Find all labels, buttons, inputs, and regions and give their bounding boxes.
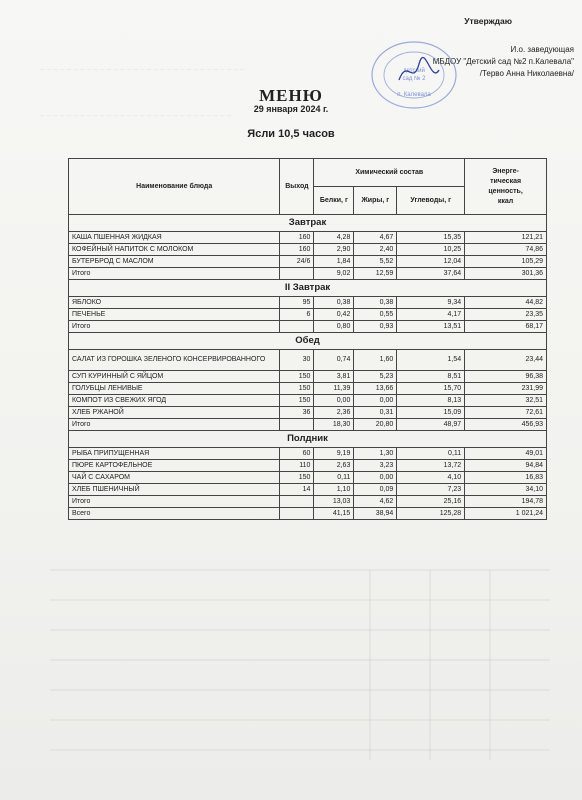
protein-cell: 2,90 [314, 244, 354, 256]
dish-name: БУТЕРБРОД С МАСЛОМ [69, 256, 280, 268]
portion-cell: 150 [280, 472, 314, 484]
approval-position: И.о. заведующая [510, 45, 574, 54]
svg-text:детский: детский [403, 68, 425, 74]
carbs-cell: 37,64 [397, 268, 465, 280]
table-row [69, 256, 547, 268]
fat-cell: 2,40 [354, 244, 397, 256]
fat-cell: 12,59 [354, 268, 397, 280]
table-row [69, 350, 547, 371]
reverse-table-texture [40, 560, 560, 800]
table-row [69, 383, 547, 395]
portion-cell: 160 [280, 244, 314, 256]
kcal-cell: 74,86 [465, 244, 547, 256]
fat-cell: 0,93 [354, 321, 397, 333]
carbs-cell: 15,70 [397, 383, 465, 395]
carbs-cell: 8,51 [397, 371, 465, 383]
carbs-cell: 7,23 [397, 484, 465, 496]
column-header-dish: Наименование блюда [69, 159, 280, 215]
fat-cell: 20,80 [354, 419, 397, 431]
portion-cell: 60 [280, 448, 314, 460]
dish-name: СУП КУРИННЫЙ С ЯЙЦОМ [69, 371, 280, 383]
table-row [69, 395, 547, 407]
table-row [69, 407, 547, 419]
dish-name: КАША ПШЕННАЯ ЖИДКАЯ [69, 232, 280, 244]
carbs-cell: 1,54 [397, 350, 465, 371]
dish-name: ЯБЛОКО [69, 297, 280, 309]
dish-name: РЫБА ПРИПУЩЕННАЯ [69, 448, 280, 460]
kcal-cell: 96,38 [465, 371, 547, 383]
kcal-cell: 1 021,24 [465, 508, 547, 520]
fat-cell: 1,60 [354, 350, 397, 371]
portion-cell: 150 [280, 383, 314, 395]
kcal-cell: 72,61 [465, 407, 547, 419]
grand-total-row [69, 508, 547, 520]
kcal-cell: 231,99 [465, 383, 547, 395]
fat-cell: 4,67 [354, 232, 397, 244]
portion-cell: 150 [280, 371, 314, 383]
approval-organization: МБДОУ "Детский сад №2 п.Калевала" [432, 57, 574, 66]
carbs-cell: 10,25 [397, 244, 465, 256]
dish-name: ПЕЧЕНЬЕ [69, 309, 280, 321]
portion-cell: 95 [280, 297, 314, 309]
subtotal-label: Итого [69, 419, 280, 431]
carbs-cell: 48,97 [397, 419, 465, 431]
kcal-cell: 44,82 [465, 297, 547, 309]
page: ‒ ‒ ‒ ‒ ‒ ‒ ‒ ‒ ‒ ‒ ‒ ‒ ‒ ‒ ‒ ‒ ‒ ‒ ‒ ‒ ‒ ‒ ‒ ‒ ‒ ‒ ‒ ‒ ‒ ‒ ‒ ‒ ‒ ‒ ‒ ‒ ‒ ‒ ‒ ‒ ‒ ‒ ‒ ‒ ‒ ‒ ‒ ‒ ‒ ‒ ‒ ‒ ‒ ‒ ‒ ‒ ‒ ‒ ‒ ‒ Утверждаю И.о. заведующая МБДОУ "Детский сад №2 п.Калевала" /Терво Анна Николаевна/ детский сад № 2 п. Калевала МЕНЮ 29 января 2024 г. Ясли 10,5 часов Наименование блюда Выход Химический состав Энерге- тическая ценность, ккал Белки, г Жиры, г Углеводы, г Завтрак КАША ПШЕННАЯ ЖИДКАЯ 160 4,28 4,67 15,35 121,21 КОФЕЙНЫЙ НАПИТОК С МОЛОКОМ 160 2,90 2,40 10,25 74,86 БУТЕРБРОД С МАСЛОМ 24/6 1,84 5,52 12,04 105,29 Итого 9,02 12,59 37,64 301,36 II Завтрак ЯБЛОКО 95 0,38 0,38 9,34 44,82 ПЕЧЕНЬЕ 6 0,42 0,55 4,17 23,35 Итого 0,80 0,93 13,51 68,17 Обед САЛАТ ИЗ ГОРОШКА ЗЕЛЕНОГО КОНСЕРВИРОВАННОГО 30 0,74 1,60 1,54 23,44 СУП КУРИННЫЙ С ЯЙЦОМ 150 3,81 5,23 8,51 96,38 ГОЛУБЦЫ ЛЕНИВЫЕ 150 11,39 13,66 15,70 231,99 КОМПОТ ИЗ СВЕЖИХ ЯГОД 150 0,00 0,00 8,13 32,51 ХЛЕБ РЖАНОЙ 36 2,36 0,31 15,09 72,61 Итого 18,30 20,80 48,97 456,93 Полдник РЫБА ПРИПУЩЕННАЯ 60 9,19 1,30 0,11 49,01 ПЮРЕ КАРТОФЕЛЬНОЕ 110 2,63 3,23 13,72 94,84 ЧАЙ С САХАРОМ 150 0,11 0,00 4,10 16,83 ХЛЕБ ПШЕНИЧНЫЙ 14 1,10 0,09 7,23 34,10 Итого 13,03 4,62 25,16 194,78 Всего 41,15 38,94 125,28 1 021,24 [0, 0, 582, 800]
protein-cell: 1,10 [314, 484, 354, 496]
kcal-cell: 34,10 [465, 484, 547, 496]
approval-name: /Терво Анна Николаевна/ [479, 69, 574, 78]
section-header-row [69, 431, 547, 448]
portion-cell: 30 [280, 350, 314, 371]
dish-name: ХЛЕБ РЖАНОЙ [69, 407, 280, 419]
fat-cell: 0,38 [354, 297, 397, 309]
carbs-cell: 4,17 [397, 309, 465, 321]
column-header-carbs: Углеводы, г [397, 187, 465, 215]
carbs-cell: 15,35 [397, 232, 465, 244]
protein-cell: 9,02 [314, 268, 354, 280]
menu-body [69, 215, 547, 520]
carbs-cell: 125,28 [397, 508, 465, 520]
table-row [69, 484, 547, 496]
fat-cell: 0,31 [354, 407, 397, 419]
dish-name: ЧАЙ С САХАРОМ [69, 472, 280, 484]
protein-cell: 9,19 [314, 448, 354, 460]
carbs-cell: 9,34 [397, 297, 465, 309]
section-title: Полдник [69, 431, 547, 448]
protein-cell: 2,36 [314, 407, 354, 419]
fat-cell: 38,94 [354, 508, 397, 520]
portion-cell: 110 [280, 460, 314, 472]
grand-total-label: Всего [69, 508, 280, 520]
menu-table [68, 158, 547, 520]
protein-cell: 0,80 [314, 321, 354, 333]
section-title: II Завтрак [69, 280, 547, 297]
protein-cell: 4,28 [314, 232, 354, 244]
dish-name: САЛАТ ИЗ ГОРОШКА ЗЕЛЕНОГО КОНСЕРВИРОВАННОГО [69, 350, 280, 371]
table-row [69, 460, 547, 472]
protein-cell: 13,03 [314, 496, 354, 508]
protein-cell: 1,84 [314, 256, 354, 268]
table-row [69, 297, 547, 309]
empty-cell [280, 268, 314, 280]
dish-name: ХЛЕБ ПШЕНИЧНЫЙ [69, 484, 280, 496]
column-header-fat: Жиры, г [354, 187, 397, 215]
kcal-cell: 94,84 [465, 460, 547, 472]
subtotal-label: Итого [69, 268, 280, 280]
svg-text:п. Калевала: п. Калевала [397, 92, 431, 98]
dish-name: ПЮРЕ КАРТОФЕЛЬНОЕ [69, 460, 280, 472]
age-group: Ясли 10,5 часов [247, 128, 335, 140]
empty-cell [280, 321, 314, 333]
protein-cell: 11,39 [314, 383, 354, 395]
document-title: МЕНЮ [259, 86, 323, 105]
carbs-cell: 8,13 [397, 395, 465, 407]
portion-cell: 14 [280, 484, 314, 496]
protein-cell: 18,30 [314, 419, 354, 431]
fat-cell: 0,09 [354, 484, 397, 496]
section-title: Завтрак [69, 215, 547, 232]
subtotal-label: Итого [69, 496, 280, 508]
subtotal-row [69, 419, 547, 431]
kcal-cell: 194,78 [465, 496, 547, 508]
section-header-row [69, 333, 547, 350]
carbs-cell: 25,16 [397, 496, 465, 508]
column-header-chemical: Химический состав [314, 159, 465, 187]
kcal-cell: 16,83 [465, 472, 547, 484]
kcal-cell: 49,01 [465, 448, 547, 460]
dish-name: КОМПОТ ИЗ СВЕЖИХ ЯГОД [69, 395, 280, 407]
section-header-row [69, 280, 547, 297]
empty-cell [280, 419, 314, 431]
dish-name: КОФЕЙНЫЙ НАПИТОК С МОЛОКОМ [69, 244, 280, 256]
kcal-cell: 105,29 [465, 256, 547, 268]
carbs-cell: 13,72 [397, 460, 465, 472]
fat-cell: 0,00 [354, 395, 397, 407]
carbs-cell: 4,10 [397, 472, 465, 484]
subtotal-row [69, 321, 547, 333]
protein-cell: 3,81 [314, 371, 354, 383]
portion-cell: 160 [280, 232, 314, 244]
carbs-cell: 12,04 [397, 256, 465, 268]
column-header-protein: Белки, г [314, 187, 354, 215]
table-row [69, 244, 547, 256]
table-row [69, 309, 547, 321]
empty-cell [280, 508, 314, 520]
fat-cell: 0,55 [354, 309, 397, 321]
protein-cell: 0,00 [314, 395, 354, 407]
section-title: Обед [69, 333, 547, 350]
approval-heading: Утверждаю [464, 16, 512, 26]
carbs-cell: 0,11 [397, 448, 465, 460]
fat-cell: 1,30 [354, 448, 397, 460]
protein-cell: 41,15 [314, 508, 354, 520]
kcal-cell: 301,36 [465, 268, 547, 280]
fat-cell: 4,62 [354, 496, 397, 508]
protein-cell: 0,74 [314, 350, 354, 371]
portion-cell: 6 [280, 309, 314, 321]
portion-cell: 36 [280, 407, 314, 419]
protein-cell: 0,42 [314, 309, 354, 321]
column-header-portion: Выход [280, 159, 314, 215]
column-header-energy: Энерге- тическая ценность, ккал [465, 159, 547, 215]
protein-cell: 0,38 [314, 297, 354, 309]
fat-cell: 13,66 [354, 383, 397, 395]
dish-name: ГОЛУБЦЫ ЛЕНИВЫЕ [69, 383, 280, 395]
kcal-cell: 23,35 [465, 309, 547, 321]
carbs-cell: 15,09 [397, 407, 465, 419]
kcal-cell: 32,51 [465, 395, 547, 407]
fat-cell: 0,00 [354, 472, 397, 484]
protein-cell: 2,63 [314, 460, 354, 472]
fat-cell: 5,52 [354, 256, 397, 268]
protein-cell: 0,11 [314, 472, 354, 484]
table-row [69, 448, 547, 460]
table-row [69, 472, 547, 484]
empty-cell [280, 496, 314, 508]
table-row [69, 232, 547, 244]
subtotal-row [69, 268, 547, 280]
svg-text:сад № 2: сад № 2 [402, 76, 426, 82]
subtotal-label: Итого [69, 321, 280, 333]
subtotal-row [69, 496, 547, 508]
kcal-cell: 456,93 [465, 419, 547, 431]
kcal-cell: 23,44 [465, 350, 547, 371]
portion-cell: 24/6 [280, 256, 314, 268]
kcal-cell: 68,17 [465, 321, 547, 333]
kcal-cell: 121,21 [465, 232, 547, 244]
fat-cell: 5,23 [354, 371, 397, 383]
table-row [69, 371, 547, 383]
portion-cell: 150 [280, 395, 314, 407]
document-date: 29 января 2024 г. [253, 104, 329, 114]
carbs-cell: 13,51 [397, 321, 465, 333]
fat-cell: 3,23 [354, 460, 397, 472]
section-header-row [69, 215, 547, 232]
